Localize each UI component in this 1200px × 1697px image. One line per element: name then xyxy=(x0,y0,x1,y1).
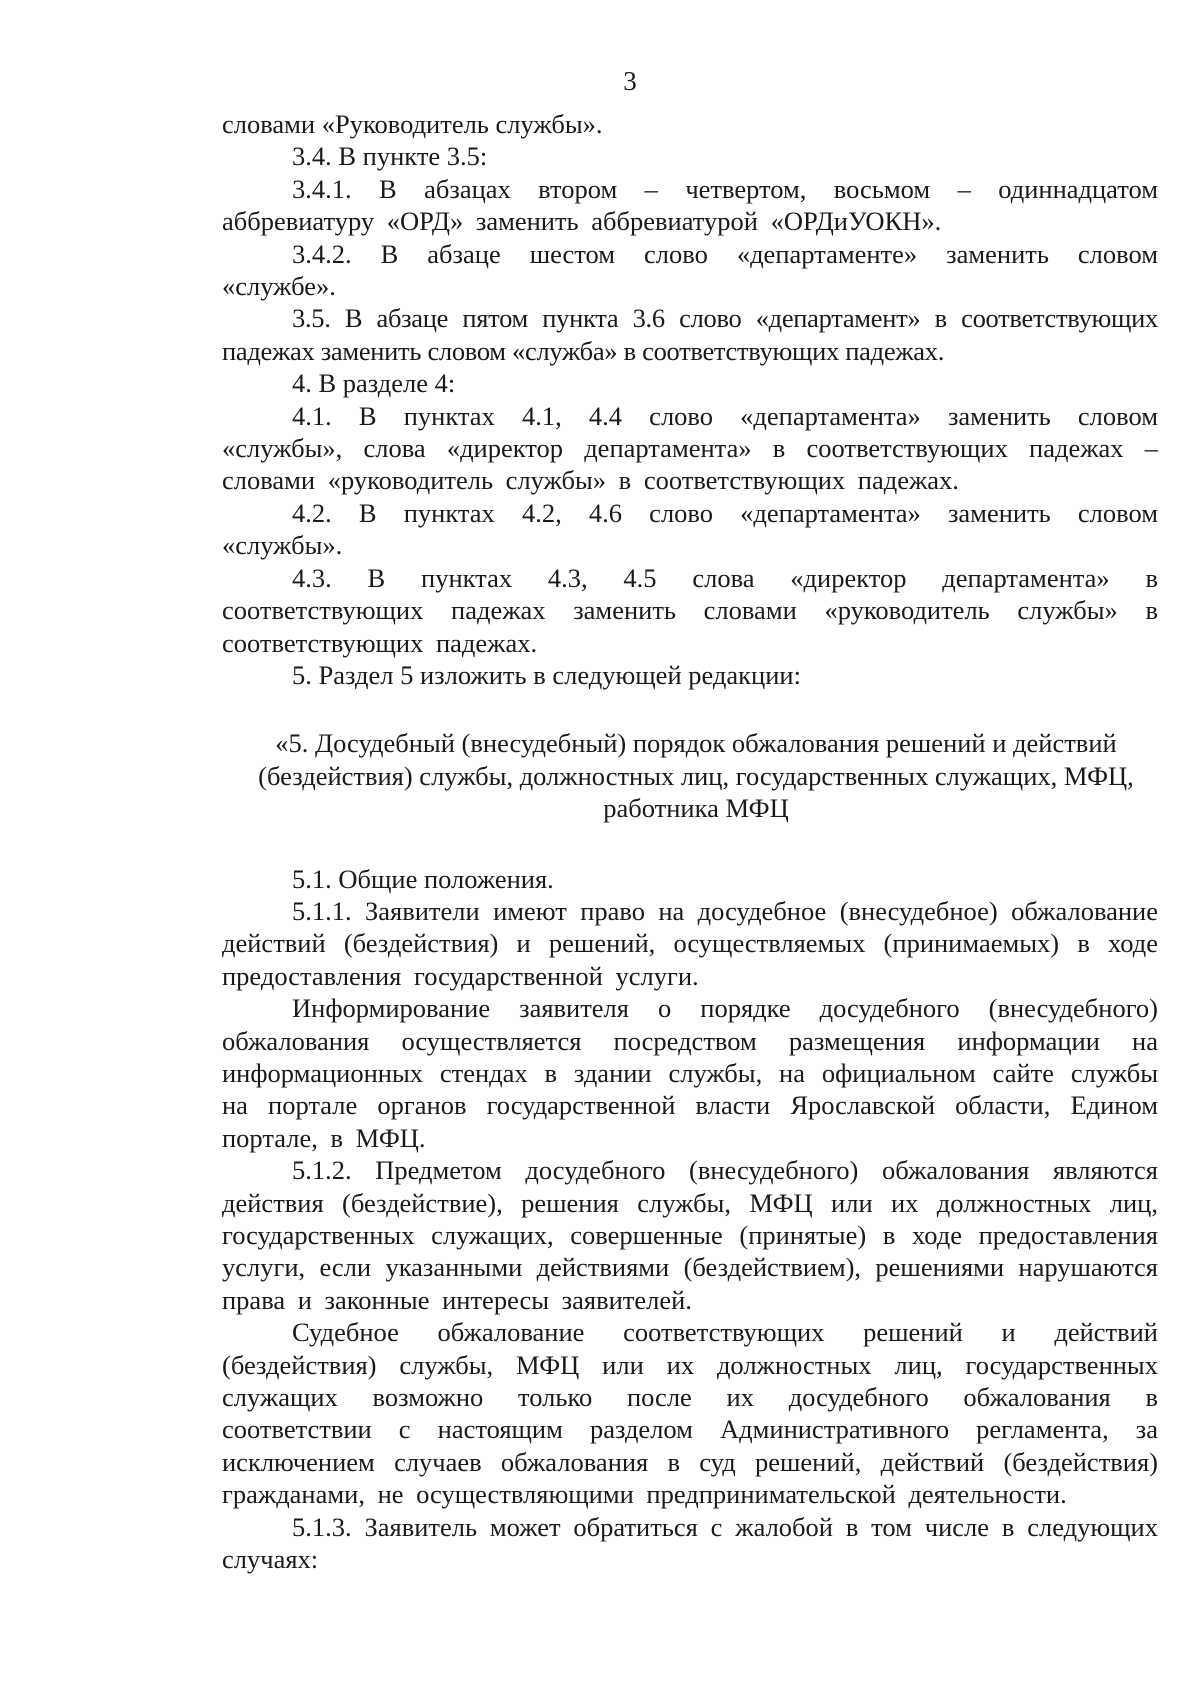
paragraph: 4.1. В пунктах 4.1, 4.4 слово «департамента» заменить словом «службы», слова «директор департамента» в соответствующих падежах – словами «руководитель службы» в соответствующих падежах. xyxy=(222,400,1158,496)
paragraph: 3.4.2. В абзаце шестом слово «департаменте» заменить словом «службе». xyxy=(222,238,1158,302)
paragraph: 5.1.2. Предметом досудебного (внесудебного) обжалования являются действия (бездействие), решения службы, МФЦ или их должностных лиц, государственных служащих, совершенные (принятые) в ходе предоставления услуги, если указанными действиями (бездействием), решениями нарушаются права и законные интересы заявителей. xyxy=(222,1155,1158,1315)
paragraph: 5.1.1. Заявители имеют право на досудебное (внесудебное) обжалование действий (бездействия) и решений, осуществляемых (принимаемых) в ходе предоставления государственной услуги. xyxy=(222,895,1158,991)
paragraph: 5.1. Общие положения. xyxy=(292,863,554,894)
section-heading: «5. Досудебный (внесудебный) порядок обжалования решений и действий (бездействия) службы, должностных лиц, государственных служащих, МФЦ, работника МФЦ xyxy=(258,728,1134,824)
paragraph: 3.5. В абзаце пятом пункта 3.6 слово «департамент» в соответствующих падежах заменить словом «служба» в соответствующих падежах. xyxy=(222,303,1158,366)
paragraph: 5. Раздел 5 изложить в следующей редакции: xyxy=(292,659,801,690)
paragraph: 3.4. В пункте 3.5: xyxy=(292,141,488,172)
paragraph: Судебное обжалование соответствующих решений и действий (бездействия) службы, МФЦ или их должностных лиц, государственных служащих возможно только после их досудебного обжалования в соответствии с настоящим разделом Административного регламента, за исключением случаев обжалования в суд решений, действий (бездействия) гражданами, не осуществляющими предпринимательской деятельности. xyxy=(222,1317,1158,1510)
paragraph: Информирование заявителя о порядке досудебного (внесудебного) обжалования осуществляется посредством размещения информации на информационных стендах в здании службы, на официальном сайте службы на портале органов государственной власти Ярославской области, Едином портале, в МФЦ. xyxy=(222,993,1158,1153)
paragraph: 5.1.3. Заявитель может обратиться с жалобой в том числе в следующих случаях: xyxy=(222,1511,1158,1575)
paragraph: 4. В разделе 4: xyxy=(292,368,456,399)
paragraph: 4.3. В пунктах 4.3, 4.5 слова «директор департамента» в соответствующих падежах заменить словами «руководитель службы» в соответствующих падежах. xyxy=(222,562,1158,658)
paragraph: 3.4.1. В абзацах втором – четвертом, восьмом – одиннадцатом аббревиатуру «ОРД» заменить аббревиатурой «ОРДиУОКН». xyxy=(222,173,1158,237)
document-body xyxy=(222,108,1158,1575)
page-number: 3 xyxy=(623,66,637,96)
paragraph: 4.2. В пунктах 4.2, 4.6 слово «департамента» заменить словом «службы». xyxy=(222,497,1158,561)
paragraph: словами «Руководитель службы». xyxy=(222,109,603,139)
